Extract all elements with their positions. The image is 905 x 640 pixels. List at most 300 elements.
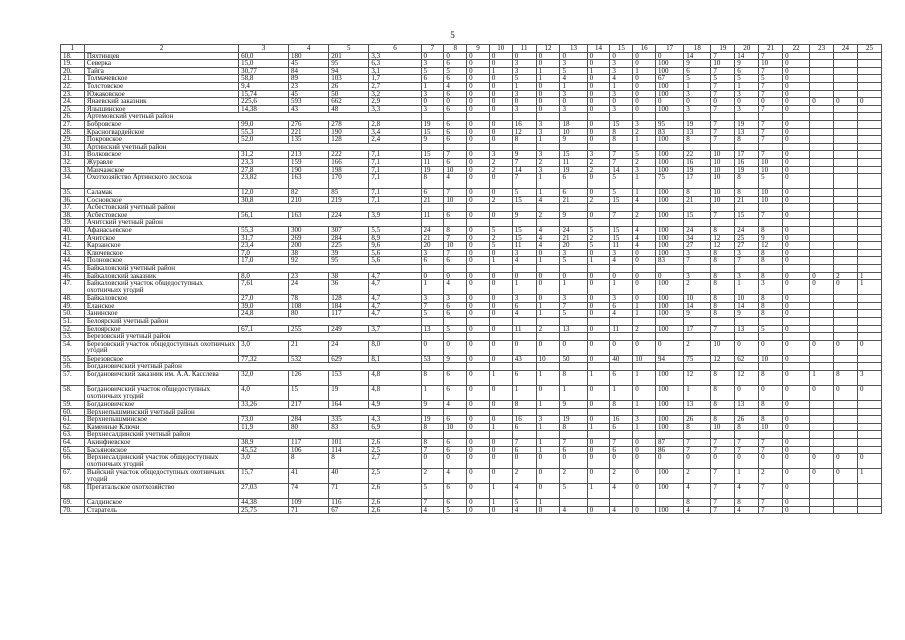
table-cell [536,113,560,121]
table-cell: 6 [610,302,633,310]
table-cell: 6 [560,446,587,454]
table-cell [444,113,467,121]
table-row [61,196,882,204]
table-cell [560,318,587,326]
table-cell [560,333,587,341]
table-cell: 117 [289,438,329,446]
table-cell: 0 [536,469,560,484]
table-cell: 0 [610,98,633,106]
table-cell: 19 [735,166,759,174]
table-cell [735,318,759,326]
table-cell [810,446,834,454]
table-cell: 3 [421,249,444,257]
table-cell: 19 [560,416,587,424]
table-cell: 10 [536,355,560,363]
table-cell: 163 [289,174,329,189]
table-cell [857,166,881,174]
table-cell: 7 [711,67,735,75]
table-cell [711,318,735,326]
table-cell: 0 [783,454,810,469]
table-cell: 3 [633,166,656,174]
table-cell: 0 [467,158,490,166]
table-cell [610,265,633,273]
table-cell [834,408,858,416]
table-cell: 0 [759,385,783,400]
table-cell: 2 [587,196,610,204]
table-cell: 6 [444,416,467,424]
table-cell [735,363,759,371]
table-cell: 2 [633,158,656,166]
table-cell [810,355,834,363]
table-cell [834,196,858,204]
table-cell [834,166,858,174]
table-row [61,506,882,514]
table-cell [444,431,467,439]
table-cell: 4,7 [369,295,421,303]
table-cell: 1 [633,67,656,75]
table-row [61,75,882,83]
table-cell: 593 [289,98,329,106]
table-cell: 1 [587,257,610,265]
table-cell: 9 [684,60,711,68]
table-cell: 0 [587,136,610,144]
column-number-cell: 11 [512,45,536,53]
table-cell [560,143,587,151]
table-cell: 5 [684,75,711,83]
table-row [61,105,882,113]
data-table [60,44,882,514]
table-cell [656,408,684,416]
table-cell: 0 [489,82,512,90]
table-cell: 0 [783,120,810,128]
table-cell: 249 [329,325,369,333]
table-cell: 7 [711,469,735,484]
table-cell: 2 [684,340,711,355]
area-name-cell: Богдановичский участок общедоступных охотничьих угодий [84,385,238,400]
table-cell: 43 [512,355,536,363]
table-cell: 1 [857,272,881,280]
table-cell: 0 [633,105,656,113]
table-cell: 7 [735,446,759,454]
table-cell [810,143,834,151]
table-cell: 13 [560,325,587,333]
table-cell: 5 [512,75,536,83]
column-number-cell: 17 [656,45,684,53]
table-cell: 0 [633,295,656,303]
table-cell: 0 [783,272,810,280]
table-cell: 0 [467,174,490,189]
table-cell [857,211,881,219]
section-title-cell: Асбестовский учетный район [84,204,421,212]
table-cell: 12 [735,370,759,385]
table-cell [467,408,490,416]
table-cell: 0 [536,506,560,514]
table-cell: 0 [444,52,467,60]
row-number-cell: 33. [61,166,85,174]
table-cell: 1 [421,385,444,400]
table-cell: 276 [289,120,329,128]
area-name-cell: Богдановичский заказник им. А.А. Касслева [84,370,238,385]
table-cell: 0 [467,234,490,242]
table-cell: 5 [512,189,536,197]
table-cell [587,113,610,121]
table-cell: 0 [633,52,656,60]
table-cell: 0 [783,302,810,310]
row-number-cell: 63. [61,431,85,439]
table-cell: 3 [633,416,656,424]
table-cell: 0 [560,272,587,280]
table-cell: 8 [610,400,633,408]
table-cell: 8,0 [239,272,289,280]
table-cell [810,166,834,174]
area-name-cell: Байкаловское [84,295,238,303]
table-cell: 1 [684,82,711,90]
table-cell: 8 [759,257,783,265]
table-cell: 26 [735,416,759,424]
table-cell: 4 [512,257,536,265]
table-cell [467,219,490,227]
row-number-cell: 51. [61,318,85,326]
table-cell: 1 [857,280,881,295]
table-cell: 71 [329,484,369,499]
table-cell: 159 [289,158,329,166]
area-name-cell: Березовское [84,355,238,363]
table-cell: 25 [735,234,759,242]
table-cell: 9 [759,234,783,242]
table-cell: 0 [834,280,858,295]
table-cell: 8 [759,400,783,408]
table-cell: 0 [783,90,810,98]
table-cell: 13 [684,128,711,136]
table-cell [633,333,656,341]
table-cell: 14 [735,52,759,60]
table-cell: 11 [610,325,633,333]
table-cell [610,431,633,439]
table-cell: 7 [711,105,735,113]
column-number-cell: 14 [587,45,610,53]
table-cell: 1 [587,67,610,75]
table-cell: 7 [610,438,633,446]
table-cell [759,113,783,121]
table-cell [610,408,633,416]
table-cell [587,333,610,341]
table-cell [857,333,881,341]
table-cell: 7 [560,438,587,446]
table-cell: 44,38 [239,499,289,507]
table-row [61,400,882,408]
table-cell: 10 [759,355,783,363]
table-cell: 0 [783,234,810,242]
table-cell: 225,6 [239,98,289,106]
table-cell: 2,7 [369,82,421,90]
table-cell: 11 [610,242,633,250]
table-cell: 100 [656,400,684,408]
table-cell: 100 [656,136,684,144]
table-cell [783,219,810,227]
table-cell: 0 [536,385,560,400]
table-cell: 24 [329,340,369,355]
table-cell [633,113,656,121]
table-cell: 0 [421,454,444,469]
table-cell: 7 [711,484,735,499]
table-cell: 100 [656,211,684,219]
area-name-cell: Охотхозяйство Артинского лесхоза [84,174,238,189]
column-number-cell: 20 [735,45,759,53]
table-cell: 8 [610,136,633,144]
table-cell: 2,5 [369,469,421,484]
table-cell: 2 [587,158,610,166]
area-name-cell: Красногвардейское [84,128,238,136]
table-cell: 0 [783,158,810,166]
table-cell: 18 [560,120,587,128]
table-cell: 5,5 [369,227,421,235]
table-cell: 0 [536,52,560,60]
table-row [61,265,882,273]
table-cell: 7,1 [369,196,421,204]
table-cell: 0 [656,98,684,106]
table-cell: 0 [810,280,834,295]
table-cell [810,120,834,128]
table-cell: 224 [329,211,369,219]
table-cell [444,204,467,212]
table-cell [536,143,560,151]
table-cell: 100 [656,67,684,75]
table-cell: 4,7 [369,310,421,318]
table-cell: 67,1 [239,325,289,333]
table-cell: 7 [444,249,467,257]
table-cell: 3,3 [369,52,421,60]
table-cell: 8 [759,370,783,385]
table-cell [633,219,656,227]
table-cell [735,431,759,439]
table-cell: 0 [656,454,684,469]
table-cell: 5 [489,242,512,250]
row-number-cell: 42. [61,242,85,250]
table-cell: 0 [467,227,490,235]
table-cell: 7 [711,82,735,90]
table-cell: 0 [711,98,735,106]
table-cell [783,113,810,121]
table-cell: 17 [735,151,759,159]
row-number-cell: 30. [61,143,85,151]
table-cell [783,318,810,326]
table-cell [444,318,467,326]
row-number-cell: 24. [61,98,85,106]
table-cell: 0 [587,438,610,446]
table-cell: 12 [711,234,735,242]
area-name-cell: Северка [84,60,238,68]
table-cell: 15 [610,196,633,204]
column-number-cell: 15 [610,45,633,53]
table-cell: 1 [421,82,444,90]
table-cell: 100 [656,166,684,174]
table-cell: 19 [421,416,444,424]
table-cell: 2 [536,158,560,166]
table-cell: 221 [289,128,329,136]
table-cell: 100 [656,242,684,250]
table-cell: 33,26 [239,400,289,408]
table-cell: 8 [560,370,587,385]
table-cell [810,249,834,257]
table-cell: 0 [633,454,656,469]
table-cell: 16 [512,120,536,128]
table-row [61,136,882,144]
table-cell [489,431,512,439]
table-cell: 6 [444,136,467,144]
table-cell: 1 [489,484,512,499]
table-cell [810,408,834,416]
table-cell: 8 [711,370,735,385]
table-cell: 8 [684,189,711,197]
table-cell [783,408,810,416]
area-name-cell: Толстовское [84,82,238,90]
table-cell: 6 [684,67,711,75]
table-cell: 0 [489,446,512,454]
table-cell [711,204,735,212]
table-cell: 100 [656,506,684,514]
table-cell: 20 [421,242,444,250]
table-cell: 629 [329,355,369,363]
table-cell [834,438,858,446]
table-cell: 0 [633,385,656,400]
table-cell: 0 [783,446,810,454]
table-cell [834,416,858,424]
table-cell: 14,38 [239,105,289,113]
table-cell: 10 [711,174,735,189]
table-cell: 0 [633,249,656,257]
table-cell [759,363,783,371]
table-cell [489,219,512,227]
table-cell: 1 [610,385,633,400]
table-cell: 7 [421,446,444,454]
table-cell: 3,0 [239,340,289,355]
table-cell: 8 [289,454,329,469]
table-cell: 116 [329,499,369,507]
table-cell [633,499,656,507]
table-cell: 0 [489,189,512,197]
table-cell: 9 [560,400,587,408]
table-cell [759,408,783,416]
row-number-cell: 56. [61,363,85,371]
table-cell: 53 [421,355,444,363]
table-cell: 10 [711,60,735,68]
area-name-cell: Салдинское [84,499,238,507]
table-row [61,431,882,439]
table-cell: 7 [759,67,783,75]
column-number-cell: 4 [289,45,329,53]
area-name-cell: Асбестовское [84,211,238,219]
table-cell: 41 [289,469,329,484]
table-cell: 0 [633,484,656,499]
table-cell: 5 [587,227,610,235]
table-cell [834,484,858,499]
table-cell [810,438,834,446]
table-cell [759,219,783,227]
table-cell: 1 [610,280,633,295]
table-cell: 0 [467,469,490,484]
table-cell: 0 [783,166,810,174]
table-cell [512,408,536,416]
table-cell: 95 [656,120,684,128]
table-cell [735,204,759,212]
column-number-cell: 12 [536,45,560,53]
section-title-cell: Артемовский учетный район [84,113,421,121]
table-cell: 190 [289,166,329,174]
table-cell: 0 [489,120,512,128]
table-cell: 0 [633,280,656,295]
table-cell: 7,1 [369,151,421,159]
table-cell [857,234,881,242]
table-cell [783,363,810,371]
table-row [61,249,882,257]
table-cell: 5 [759,325,783,333]
table-cell: 0 [536,454,560,469]
table-cell: 0 [536,295,560,303]
table-cell: 0 [489,211,512,219]
table-cell: 6 [512,446,536,454]
table-cell: 1 [421,280,444,295]
table-cell [711,219,735,227]
table-cell: 24 [289,280,329,295]
table-cell: 3 [512,67,536,75]
table-cell [587,204,610,212]
table-cell [810,196,834,204]
table-cell [467,431,490,439]
row-number-cell: 55. [61,355,85,363]
table-cell: 55,3 [239,128,289,136]
table-cell [759,431,783,439]
table-row [61,416,882,424]
table-cell: 0 [467,416,490,424]
table-cell: 100 [656,302,684,310]
table-cell [711,265,735,273]
area-name-cell: Пяхтинцев [84,52,238,60]
table-cell: 6 [512,370,536,385]
column-number-cell: 24 [834,45,858,53]
table-cell [857,325,881,333]
table-cell [711,431,735,439]
table-cell: 23,82 [239,174,289,189]
table-cell: 3 [610,105,633,113]
table-cell [810,310,834,318]
table-cell [834,265,858,273]
table-cell [834,204,858,212]
table-cell: 0 [444,454,467,469]
table-cell [810,363,834,371]
table-cell [857,143,881,151]
table-cell: 0 [587,120,610,128]
column-number-cell: 19 [711,45,735,53]
table-cell: 24 [421,227,444,235]
table-cell: 0 [783,310,810,318]
table-cell: 0 [467,242,490,250]
table-cell [810,416,834,424]
table-cell: 0 [587,174,610,189]
table-cell: 1 [633,423,656,431]
area-name-cell: Афанасьевское [84,227,238,235]
table-cell [512,204,536,212]
table-cell [834,249,858,257]
table-row [61,484,882,499]
table-cell: 0 [512,52,536,60]
table-cell: 14 [735,302,759,310]
table-cell: 7 [711,446,735,454]
table-cell: 117 [329,310,369,318]
table-cell: 15 [560,151,587,159]
table-row [61,211,882,219]
table-cell [834,120,858,128]
page-number: 5 [450,30,455,40]
